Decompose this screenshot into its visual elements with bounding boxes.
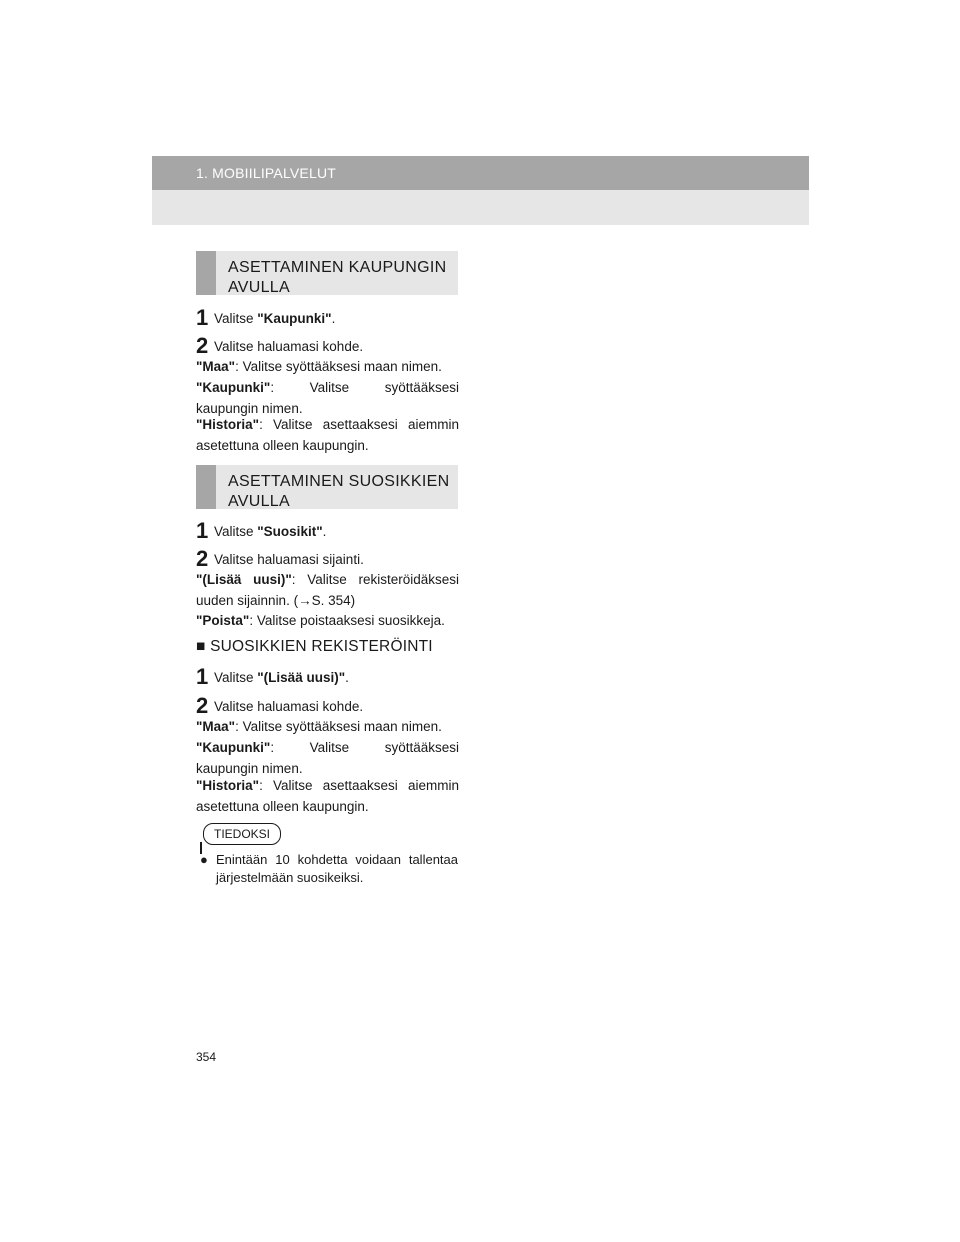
option-historia xyxy=(196,775,459,817)
section-title: ASETTAMINEN SUOSIKKIEN AVULLA xyxy=(228,473,450,510)
step-end: . xyxy=(322,524,327,539)
header-bar xyxy=(152,156,809,190)
step-1 xyxy=(196,518,459,544)
option-text: : Valitse asettaaksesi aiemmin asetettuna olleen kaupungin. xyxy=(196,778,459,814)
option-text: : Valitse poistaaksesi suosikkeja. xyxy=(249,613,445,628)
step-end: . xyxy=(331,311,336,326)
step-text: Valitse xyxy=(214,311,258,326)
option-key: "Historia" xyxy=(196,778,260,793)
option-kaupunki xyxy=(196,737,459,779)
option-key: "(Lisää uusi)" xyxy=(196,572,292,587)
step-number: 1 xyxy=(196,305,209,330)
option-text: : Valitse asettaaksesi aiemmin asetettuna olleen kaupungin. xyxy=(196,417,459,453)
page-number: 354 xyxy=(196,1050,217,1064)
step-number: 1 xyxy=(196,518,209,543)
section-heading-bar xyxy=(196,465,216,509)
option-text: : Valitse syöttääksesi maan nimen. xyxy=(235,359,442,374)
section-title: ASETTAMINEN KAUPUNGIN AVULLA xyxy=(228,259,447,296)
option-lisaa-uusi xyxy=(196,569,459,611)
step-number: 1 xyxy=(196,664,209,689)
step-end: . xyxy=(345,670,349,685)
option-text: : Valitse syöttääksesi kaupungin nimen. xyxy=(196,380,459,416)
step-text: Valitse haluamasi sijainti. xyxy=(214,552,364,567)
header-subbar xyxy=(152,190,809,225)
subsection-title: ■ SUOSIKKIEN REKISTERÖINTI xyxy=(196,638,433,655)
step-text: Valitse xyxy=(214,524,258,539)
note-item xyxy=(200,851,458,887)
option-key: "Kaupunki" xyxy=(196,380,271,395)
option-historia xyxy=(196,414,459,456)
option-text: : Valitse syöttääksesi maan nimen. xyxy=(235,719,442,734)
step-number: 2 xyxy=(196,546,209,571)
section-heading-city xyxy=(196,251,458,295)
option-key: "Poista" xyxy=(196,613,250,628)
option-key: "Kaupunki" xyxy=(196,740,271,755)
section-heading-bar xyxy=(196,251,216,295)
bullet-icon: ● xyxy=(200,852,208,867)
note-tag: TIEDOKSI xyxy=(203,823,281,845)
option-poista xyxy=(196,610,459,631)
note-text: Enintään 10 kohdetta voidaan tallentaa järjestelmään suosikeiksi. xyxy=(216,852,458,885)
option-key: "Maa" xyxy=(196,719,236,734)
option-key: "Historia" xyxy=(196,417,260,432)
step-label: "Kaupunki" xyxy=(257,311,332,326)
header-title: 1. MOBIILIPALVELUT xyxy=(196,165,337,181)
step-label: "Suosikit" xyxy=(257,524,323,539)
section-heading-favorites xyxy=(196,465,458,509)
step-text: Valitse haluamasi kohde. xyxy=(214,699,364,714)
option-kaupunki xyxy=(196,377,459,419)
step-number: 2 xyxy=(196,333,209,358)
step-text: Valitse haluamasi kohde. xyxy=(214,339,364,354)
option-text: : Valitse rekisteröidäksesi uuden sijainnin. (→S. 354) xyxy=(196,572,459,608)
step-text: Valitse xyxy=(214,670,258,685)
step-1 xyxy=(196,664,459,690)
step-label: "(Lisää uusi)" xyxy=(257,670,346,685)
step-number: 2 xyxy=(196,693,209,718)
option-maa xyxy=(196,356,459,377)
option-maa xyxy=(196,716,459,737)
option-text: : Valitse syöttääksesi kaupungin nimen. xyxy=(196,740,459,776)
step-1 xyxy=(196,305,459,331)
option-key: "Maa" xyxy=(196,359,236,374)
